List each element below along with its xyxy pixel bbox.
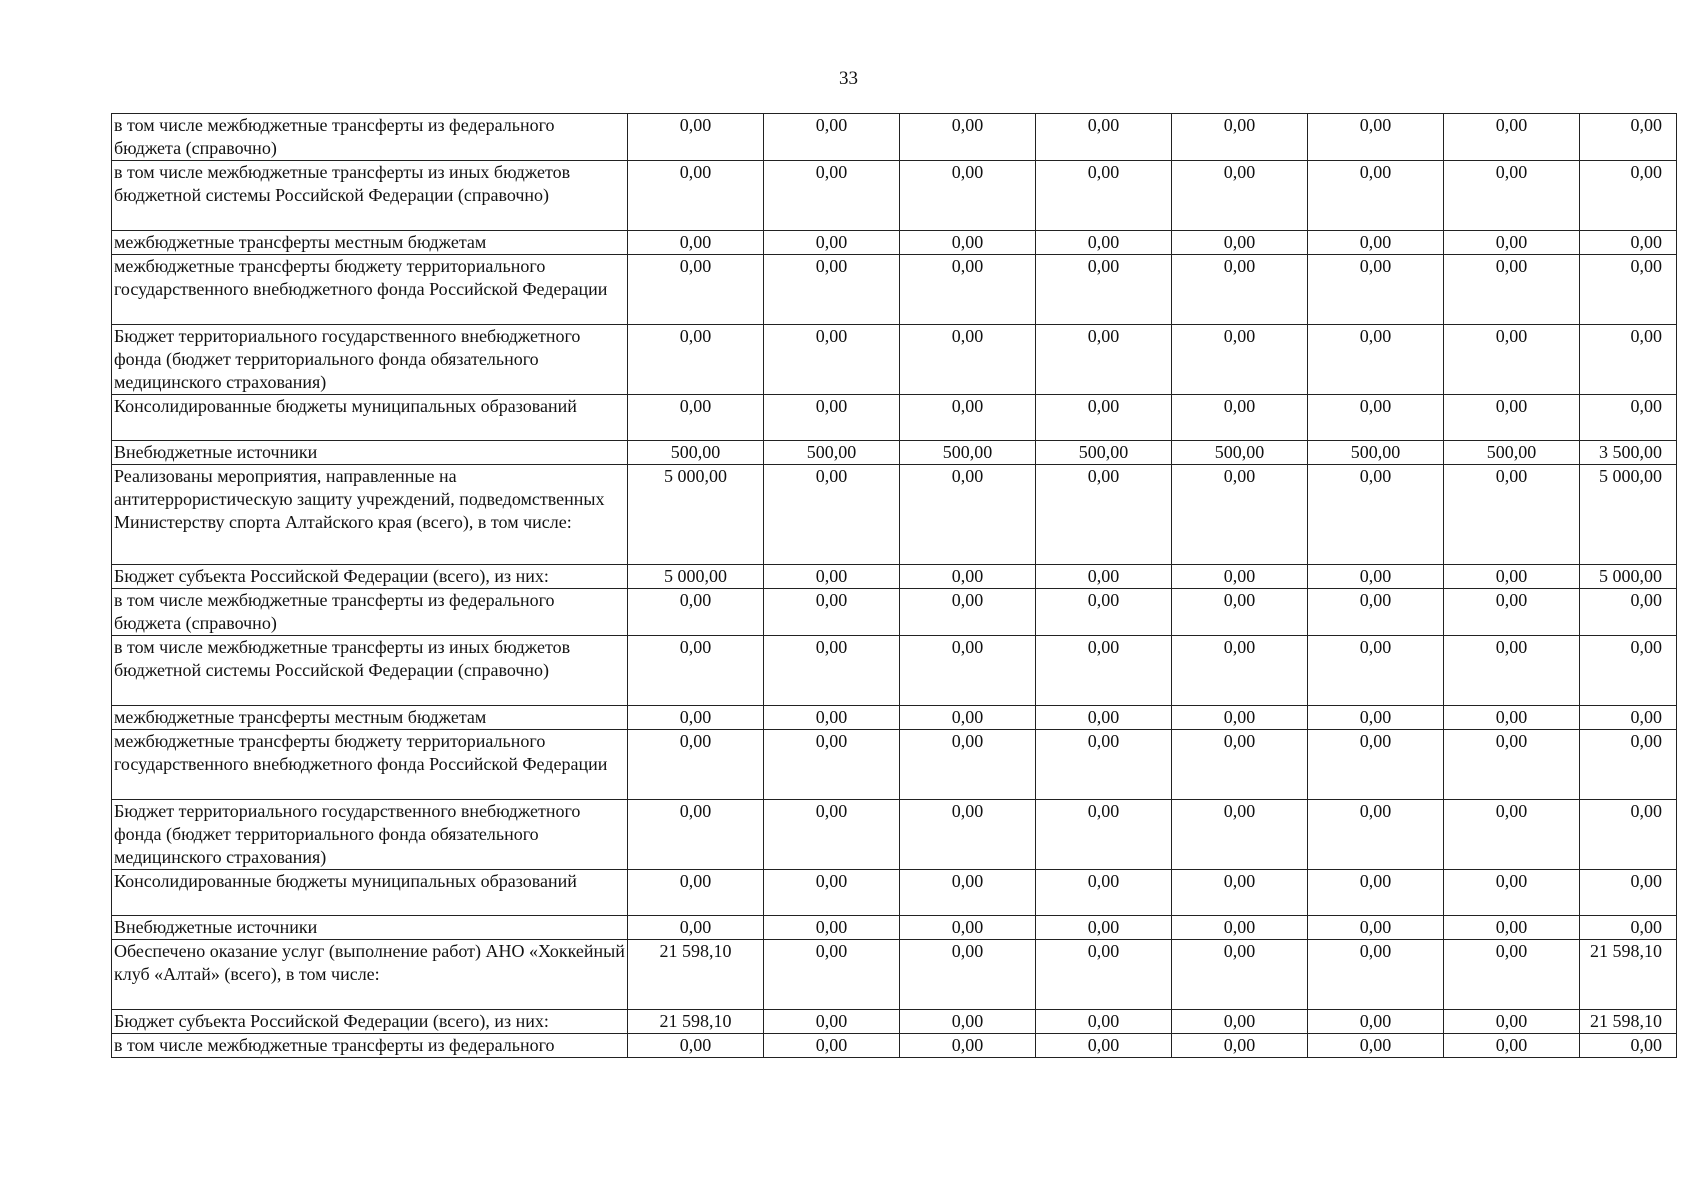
budget-table-body: [112, 114, 1677, 1058]
table-row: [112, 1010, 1677, 1034]
value-cell: 500,00: [900, 441, 1036, 465]
value-cell: 0,00: [1308, 800, 1444, 870]
value-cell: 0,00: [900, 465, 1036, 565]
value-cell: 0,00: [1308, 465, 1444, 565]
value-cell: 0,00: [1308, 161, 1444, 231]
value-cell: 0,00: [1036, 589, 1172, 636]
total-cell: 0,00: [1580, 870, 1677, 916]
value-cell: 0,00: [1444, 870, 1580, 916]
value-cell: 5 000,00: [628, 565, 764, 589]
total-cell: 0,00: [1580, 800, 1677, 870]
value-cell: 0,00: [1444, 1034, 1580, 1058]
row-label: Консолидированные бюджеты муниципальных образований: [112, 870, 628, 916]
value-cell: 0,00: [900, 325, 1036, 395]
row-label: межбюджетные трансферты местным бюджетам: [112, 706, 628, 730]
value-cell: 0,00: [1444, 465, 1580, 565]
value-cell: 0,00: [1444, 916, 1580, 940]
value-cell: 500,00: [1036, 441, 1172, 465]
value-cell: 0,00: [764, 636, 900, 706]
value-cell: 500,00: [1308, 441, 1444, 465]
value-cell: 0,00: [1444, 706, 1580, 730]
value-cell: 0,00: [1444, 395, 1580, 441]
value-cell: 0,00: [1036, 730, 1172, 800]
table-row: [112, 870, 1677, 916]
table-row: [112, 395, 1677, 441]
value-cell: 0,00: [1172, 730, 1308, 800]
value-cell: 500,00: [764, 441, 900, 465]
value-cell: 0,00: [764, 589, 900, 636]
table-row: [112, 465, 1677, 565]
row-label: Бюджет территориального государственного внебюджетного фонда (бюджет территориального фонда обязательного медицинского страхования): [112, 800, 628, 870]
row-label: Бюджет субъекта Российской Федерации (всего), из них:: [112, 1010, 628, 1034]
table-row: [112, 255, 1677, 325]
row-label: Бюджет субъекта Российской Федерации (всего), из них:: [112, 565, 628, 589]
value-cell: 0,00: [1308, 730, 1444, 800]
row-label: межбюджетные трансферты бюджету территориального государственного внебюджетного фонда Российской Федерации: [112, 730, 628, 800]
value-cell: 0,00: [764, 231, 900, 255]
value-cell: 0,00: [1444, 940, 1580, 1010]
value-cell: 0,00: [1308, 255, 1444, 325]
budget-table: [111, 113, 1677, 1058]
total-cell: 21 598,10: [1580, 1010, 1677, 1034]
total-cell: 0,00: [1580, 589, 1677, 636]
value-cell: 0,00: [1036, 1034, 1172, 1058]
table-row: [112, 589, 1677, 636]
value-cell: 0,00: [1172, 916, 1308, 940]
value-cell: 0,00: [628, 916, 764, 940]
value-cell: 0,00: [1172, 395, 1308, 441]
value-cell: 0,00: [764, 706, 900, 730]
value-cell: 0,00: [1308, 325, 1444, 395]
value-cell: 0,00: [900, 636, 1036, 706]
row-label: в том числе межбюджетные трансферты из федерального бюджета (справочно): [112, 589, 628, 636]
total-cell: 0,00: [1580, 1034, 1677, 1058]
value-cell: 0,00: [900, 395, 1036, 441]
value-cell: 0,00: [628, 255, 764, 325]
total-cell: 0,00: [1580, 161, 1677, 231]
value-cell: 0,00: [1036, 565, 1172, 589]
value-cell: 0,00: [1172, 940, 1308, 1010]
table-row: [112, 231, 1677, 255]
value-cell: 0,00: [1036, 114, 1172, 161]
value-cell: 0,00: [900, 730, 1036, 800]
total-cell: 0,00: [1580, 916, 1677, 940]
total-cell: 0,00: [1580, 325, 1677, 395]
row-label: межбюджетные трансферты местным бюджетам: [112, 231, 628, 255]
value-cell: 0,00: [900, 255, 1036, 325]
value-cell: 0,00: [1172, 161, 1308, 231]
value-cell: 0,00: [764, 325, 900, 395]
value-cell: 0,00: [1172, 706, 1308, 730]
value-cell: 0,00: [1444, 636, 1580, 706]
value-cell: 0,00: [764, 916, 900, 940]
value-cell: 0,00: [1036, 636, 1172, 706]
value-cell: 0,00: [900, 565, 1036, 589]
value-cell: 500,00: [1172, 441, 1308, 465]
page-number: 33: [839, 68, 858, 89]
table-row: [112, 1034, 1677, 1058]
value-cell: 0,00: [1172, 1034, 1308, 1058]
value-cell: 0,00: [1036, 706, 1172, 730]
table-row: [112, 800, 1677, 870]
value-cell: 5 000,00: [628, 465, 764, 565]
row-label: Реализованы мероприятия, направленные на антитеррористическую защиту учреждений, подведомственных Министерству спорта Алтайского края (всего), в том числе:: [112, 465, 628, 565]
total-cell: 0,00: [1580, 231, 1677, 255]
value-cell: 0,00: [1172, 589, 1308, 636]
value-cell: 0,00: [628, 395, 764, 441]
total-cell: 0,00: [1580, 395, 1677, 441]
value-cell: 0,00: [1172, 800, 1308, 870]
value-cell: 0,00: [1444, 1010, 1580, 1034]
value-cell: 0,00: [764, 870, 900, 916]
value-cell: 0,00: [1036, 231, 1172, 255]
total-cell: 5 000,00: [1580, 565, 1677, 589]
value-cell: 0,00: [900, 589, 1036, 636]
value-cell: 0,00: [1444, 800, 1580, 870]
value-cell: 0,00: [1444, 565, 1580, 589]
value-cell: 500,00: [628, 441, 764, 465]
total-cell: 21 598,10: [1580, 940, 1677, 1010]
value-cell: 0,00: [900, 1034, 1036, 1058]
value-cell: 0,00: [764, 465, 900, 565]
value-cell: 0,00: [1036, 800, 1172, 870]
value-cell: 0,00: [764, 161, 900, 231]
value-cell: 0,00: [628, 325, 764, 395]
value-cell: 0,00: [1036, 916, 1172, 940]
table-row: [112, 114, 1677, 161]
row-label: Обеспечено оказание услуг (выполнение работ) АНО «Хоккейный клуб «Алтай» (всего), в том числе:: [112, 940, 628, 1010]
value-cell: 0,00: [900, 940, 1036, 1010]
table-row: [112, 916, 1677, 940]
row-label: Внебюджетные источники: [112, 441, 628, 465]
value-cell: 0,00: [1036, 465, 1172, 565]
value-cell: 0,00: [1308, 114, 1444, 161]
value-cell: 0,00: [628, 870, 764, 916]
value-cell: 0,00: [1444, 589, 1580, 636]
value-cell: 0,00: [1172, 465, 1308, 565]
total-cell: 5 000,00: [1580, 465, 1677, 565]
total-cell: 0,00: [1580, 636, 1677, 706]
value-cell: 21 598,10: [628, 1010, 764, 1034]
value-cell: 0,00: [900, 870, 1036, 916]
value-cell: 0,00: [628, 800, 764, 870]
value-cell: 0,00: [1308, 636, 1444, 706]
value-cell: 0,00: [1172, 565, 1308, 589]
total-cell: 0,00: [1580, 114, 1677, 161]
row-label: Бюджет территориального государственного внебюджетного фонда (бюджет территориального фонда обязательного медицинского страхования): [112, 325, 628, 395]
value-cell: 0,00: [1444, 161, 1580, 231]
value-cell: 0,00: [1308, 589, 1444, 636]
value-cell: 0,00: [1308, 870, 1444, 916]
table-row: [112, 706, 1677, 730]
value-cell: 0,00: [1444, 325, 1580, 395]
total-cell: 0,00: [1580, 730, 1677, 800]
row-label: в том числе межбюджетные трансферты из федерального бюджета (справочно): [112, 114, 628, 161]
table-row: [112, 940, 1677, 1010]
value-cell: 0,00: [628, 1034, 764, 1058]
value-cell: 0,00: [900, 231, 1036, 255]
value-cell: 0,00: [1172, 870, 1308, 916]
total-cell: 0,00: [1580, 255, 1677, 325]
value-cell: 0,00: [628, 636, 764, 706]
value-cell: 0,00: [900, 800, 1036, 870]
value-cell: 0,00: [1308, 1034, 1444, 1058]
value-cell: 0,00: [1036, 255, 1172, 325]
row-label: в том числе межбюджетные трансферты из иных бюджетов бюджетной системы Российской Федерации (справочно): [112, 161, 628, 231]
value-cell: 0,00: [1036, 325, 1172, 395]
value-cell: 0,00: [628, 114, 764, 161]
value-cell: 0,00: [764, 940, 900, 1010]
value-cell: 0,00: [900, 161, 1036, 231]
table-row: [112, 636, 1677, 706]
value-cell: 0,00: [1036, 1010, 1172, 1034]
value-cell: 0,00: [1036, 161, 1172, 231]
value-cell: 21 598,10: [628, 940, 764, 1010]
value-cell: 0,00: [1172, 325, 1308, 395]
table-row: [112, 441, 1677, 465]
value-cell: 0,00: [628, 730, 764, 800]
row-label: Консолидированные бюджеты муниципальных образований: [112, 395, 628, 441]
value-cell: 0,00: [1308, 231, 1444, 255]
value-cell: 0,00: [764, 114, 900, 161]
value-cell: 0,00: [1172, 231, 1308, 255]
value-cell: 0,00: [900, 114, 1036, 161]
value-cell: 0,00: [1308, 706, 1444, 730]
row-label: в том числе межбюджетные трансферты из иных бюджетов бюджетной системы Российской Федерации (справочно): [112, 636, 628, 706]
value-cell: 0,00: [628, 161, 764, 231]
value-cell: 0,00: [1308, 395, 1444, 441]
value-cell: 0,00: [628, 231, 764, 255]
value-cell: 0,00: [764, 730, 900, 800]
value-cell: 0,00: [1172, 636, 1308, 706]
row-label: в том числе межбюджетные трансферты из федерального: [112, 1034, 628, 1058]
value-cell: 0,00: [1444, 114, 1580, 161]
value-cell: 0,00: [900, 916, 1036, 940]
table-row: [112, 325, 1677, 395]
value-cell: 0,00: [1444, 255, 1580, 325]
value-cell: 0,00: [1308, 1010, 1444, 1034]
value-cell: 0,00: [764, 565, 900, 589]
value-cell: 0,00: [764, 395, 900, 441]
value-cell: 0,00: [1444, 730, 1580, 800]
value-cell: 0,00: [1036, 870, 1172, 916]
value-cell: 0,00: [1036, 940, 1172, 1010]
value-cell: 0,00: [764, 255, 900, 325]
value-cell: 0,00: [1036, 395, 1172, 441]
value-cell: 0,00: [1444, 231, 1580, 255]
value-cell: 0,00: [628, 706, 764, 730]
value-cell: 0,00: [764, 1010, 900, 1034]
value-cell: 0,00: [900, 1010, 1036, 1034]
table-row: [112, 161, 1677, 231]
row-label: межбюджетные трансферты бюджету территориального государственного внебюджетного фонда Российской Федерации: [112, 255, 628, 325]
value-cell: 0,00: [764, 1034, 900, 1058]
row-label: Внебюджетные источники: [112, 916, 628, 940]
value-cell: 0,00: [1308, 940, 1444, 1010]
value-cell: 0,00: [900, 706, 1036, 730]
value-cell: 0,00: [1172, 114, 1308, 161]
table-row: [112, 565, 1677, 589]
value-cell: 0,00: [1308, 916, 1444, 940]
total-cell: 0,00: [1580, 706, 1677, 730]
total-cell: 3 500,00: [1580, 441, 1677, 465]
value-cell: 0,00: [628, 589, 764, 636]
value-cell: 0,00: [1172, 255, 1308, 325]
value-cell: 500,00: [1444, 441, 1580, 465]
table-row: [112, 730, 1677, 800]
value-cell: 0,00: [1172, 1010, 1308, 1034]
value-cell: 0,00: [1308, 565, 1444, 589]
value-cell: 0,00: [764, 800, 900, 870]
